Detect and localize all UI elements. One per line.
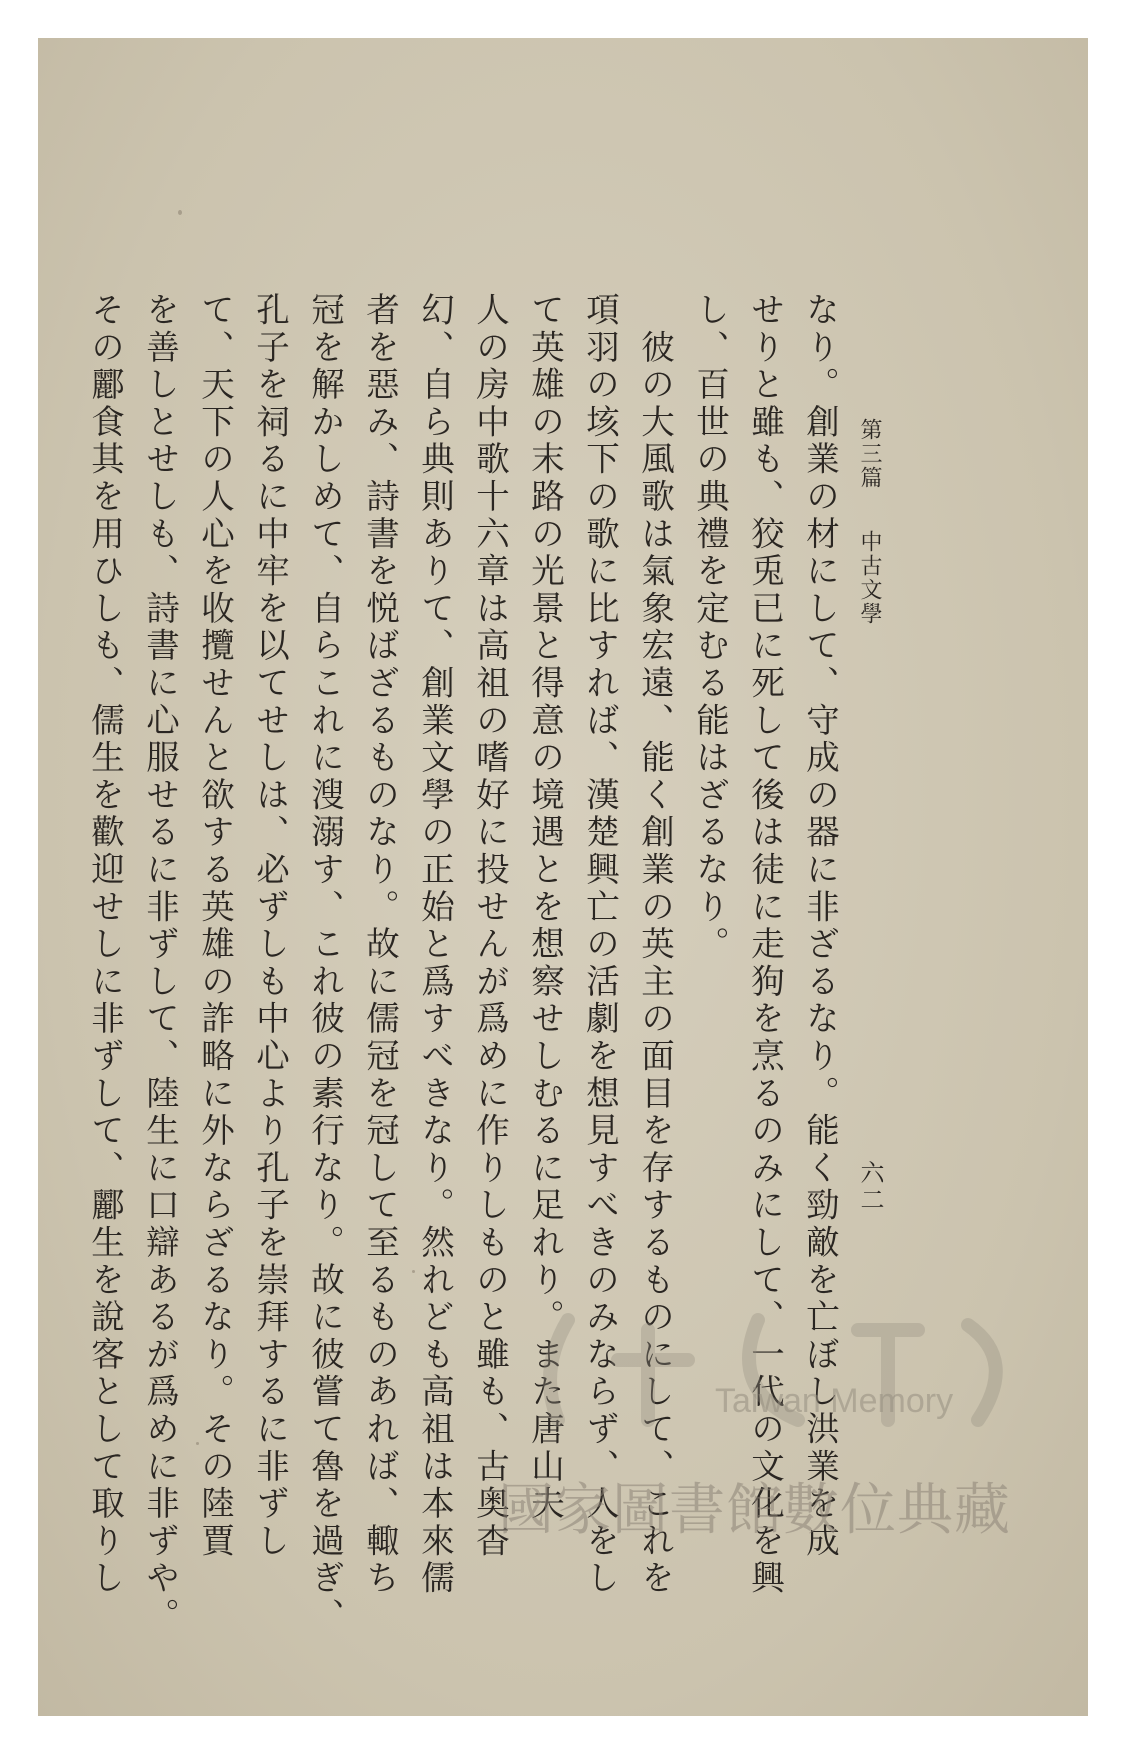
paper-speck [412,1270,415,1273]
chapter-heading: 中古文學 [857,530,882,626]
watermark-english: Taiwan Memory [715,1382,954,1420]
text-column: 冠を解かしめて、自らこれに溲溺す、これ彼の素行なり。故に彼嘗て魯を過ぎ、 [305,292,345,1635]
section-heading: 第三篇 [857,418,882,490]
text-column: し、百世の典禮を定むる能はざるなり。 [690,292,730,964]
text-column: 孔子を祠るに中牢を以てせしは、必ずしも中心より孔子を崇拜するに非ずし [250,292,290,1561]
text-column: 者を惡み、詩書を悦ばざるものなり。故に儒冠を冠して至るものあれば、輙ち [360,292,400,1598]
text-column: 項羽の垓下の歌に比すれば、漢楚興亡の活劇を想見すべきのみならず、人をし [580,292,620,1598]
watermark-logo-icon [498,1300,1058,1460]
text-column: 彼の大風歌は氣象宏遠、能く創業の英主の面目を存するものにして、これを [635,292,675,1598]
text-column: を善しとせしも、詩書に心服せるに非ずして、陸生に口辯あるが爲めに非ずや。 [140,292,180,1635]
watermark-chinese: 國家圖書館數位典藏 [498,1478,1011,1543]
page-number: 六二 [856,1160,884,1214]
text-column: なり。創業の材にして、守成の器に非ざるなり。能く勁敵を亡ぼし洪業を成 [800,292,840,1561]
text-column: 人の房中歌十六章は高祖の嗜好に投せんが爲めに作りしものと雖も、古奥杳 [470,292,510,1561]
text-column: て、天下の人心を收攬せんと欲する英雄の詐略に外ならざるなり。その陸賈 [195,292,235,1561]
text-column: その酈食其を用ひしも、儒生を歡迎せしに非ずして、酈生を說客として取りし [85,292,125,1598]
text-column: せりと雖も、狡兎已に死して後は徒に走狗を烹るのみにして、一代の文化を興 [745,292,785,1598]
text-column: 幻、自ら典則ありて、創業文學の正始と爲すべきなり。然れども高祖は本來儒 [415,292,455,1598]
paper-speck [178,210,182,215]
text-column: て英雄の末路の光景と得意の境遇とを想察せしむるに足れり。また唐山夫 [525,292,565,1523]
